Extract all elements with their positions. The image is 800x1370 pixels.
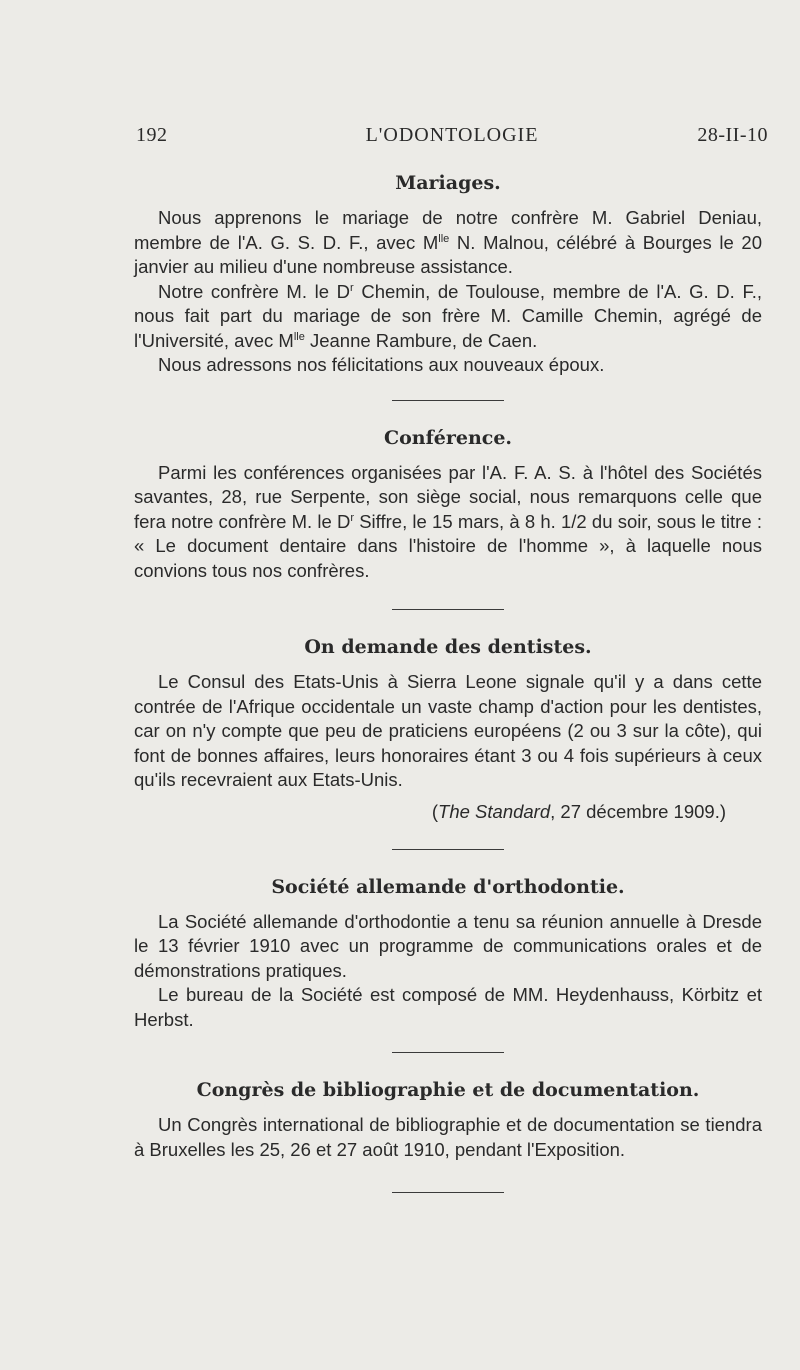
section-title: Mariages. [395,172,501,194]
article-section [134,423,762,611]
paragraph: Parmi les conférences organisées par l'A. F. A. S. à l'hôtel des Sociétés savantes, 28, rue Serpente, son siège social, nous remarquons celle que fera notre confrère M. le $D^r$ Siffre, le 15 mars, à 8 h. 1/2 du soir, sous le titre : « Le document dentaire dans l'histoire de l'homme », à laquelle nous convions tous nos confrères. [134,461,762,581]
paragraph: Le Consul des Etats-Unis à Sierra Leone signale qu'il y a dans cette contrée de l'Afrique occidentale un vaste champ d'action pour les dentistes, car on n'y compte que peu de praticiens européens (2 ou 3 sur la côte), qui font de bonnes affaires, leurs honoraires étant 3 ou 4 fois supérieurs à ceux qu'ils recevraient aux Etats-Unis. [134,671,762,790]
paragraph: Nous apprenons le mariage de notre confrère M. Gabriel Deniau, membre de l'A. G. S. D. F., avec $M^{lle}$ N. Malnou, célébré à Bourges le 20 janvier au milieu d'une nombreuse assistance. [134,207,762,277]
section-title: On demande des dentistes. [304,636,592,658]
section-divider [392,1192,504,1193]
section-divider [392,849,504,850]
section-divider [392,609,504,610]
paragraph: Un Congrès international de bibliographie et de documentation se tiendra à Bruxelles les 25, 26 et 27 août 1910, pendant l'Exposition. [134,1114,762,1160]
superscript: lle [293,330,305,343]
section-title: Conférence. [383,426,513,449]
article-section [134,632,762,850]
running-head [136,124,768,154]
article-section [134,168,762,401]
section-divider [392,400,504,401]
source-journal: The Standard [438,800,551,822]
journal-title: L'ODONTOLOGIE [365,124,539,146]
paragraph: La Société allemande d'orthodontie a tenu sa réunion annuelle à Dresde le 13 février 1910 avec un programme de communications orales et de démonstrations pratiques. [134,910,762,981]
section-title: Société allemande d'orthodontie. [271,875,625,898]
article-section [134,872,762,1054]
superscript: r [350,281,354,294]
source-citation: (The Standard, 27 décembre 1909.) [431,800,726,822]
section-divider [392,1052,504,1053]
article-section [134,1075,762,1193]
paragraph: Nous adressons nos félicitations aux nouveaux époux. [158,354,605,375]
paragraph: Le bureau de la Société est composé de MM. Heydenhauss, Körbitz et Herbst. [134,984,762,1030]
text-column [134,168,762,1193]
superscript: r [350,511,354,524]
page-number: 192 [136,124,168,146]
issue-date: 28-II-10 [697,124,768,146]
paragraph: Notre confrère M. le $D^r$ Chemin, de Toulouse, membre de l'A. G. D. F., nous fait part du mariage de son frère M. Camille Chemin, agrégé de l'Université, avec $M^{lle}$ Jeanne Rambure, de Caen. [134,280,762,351]
section-title: Congrès de bibliographie et de documentation. [196,1079,700,1101]
superscript: lle [438,232,450,245]
